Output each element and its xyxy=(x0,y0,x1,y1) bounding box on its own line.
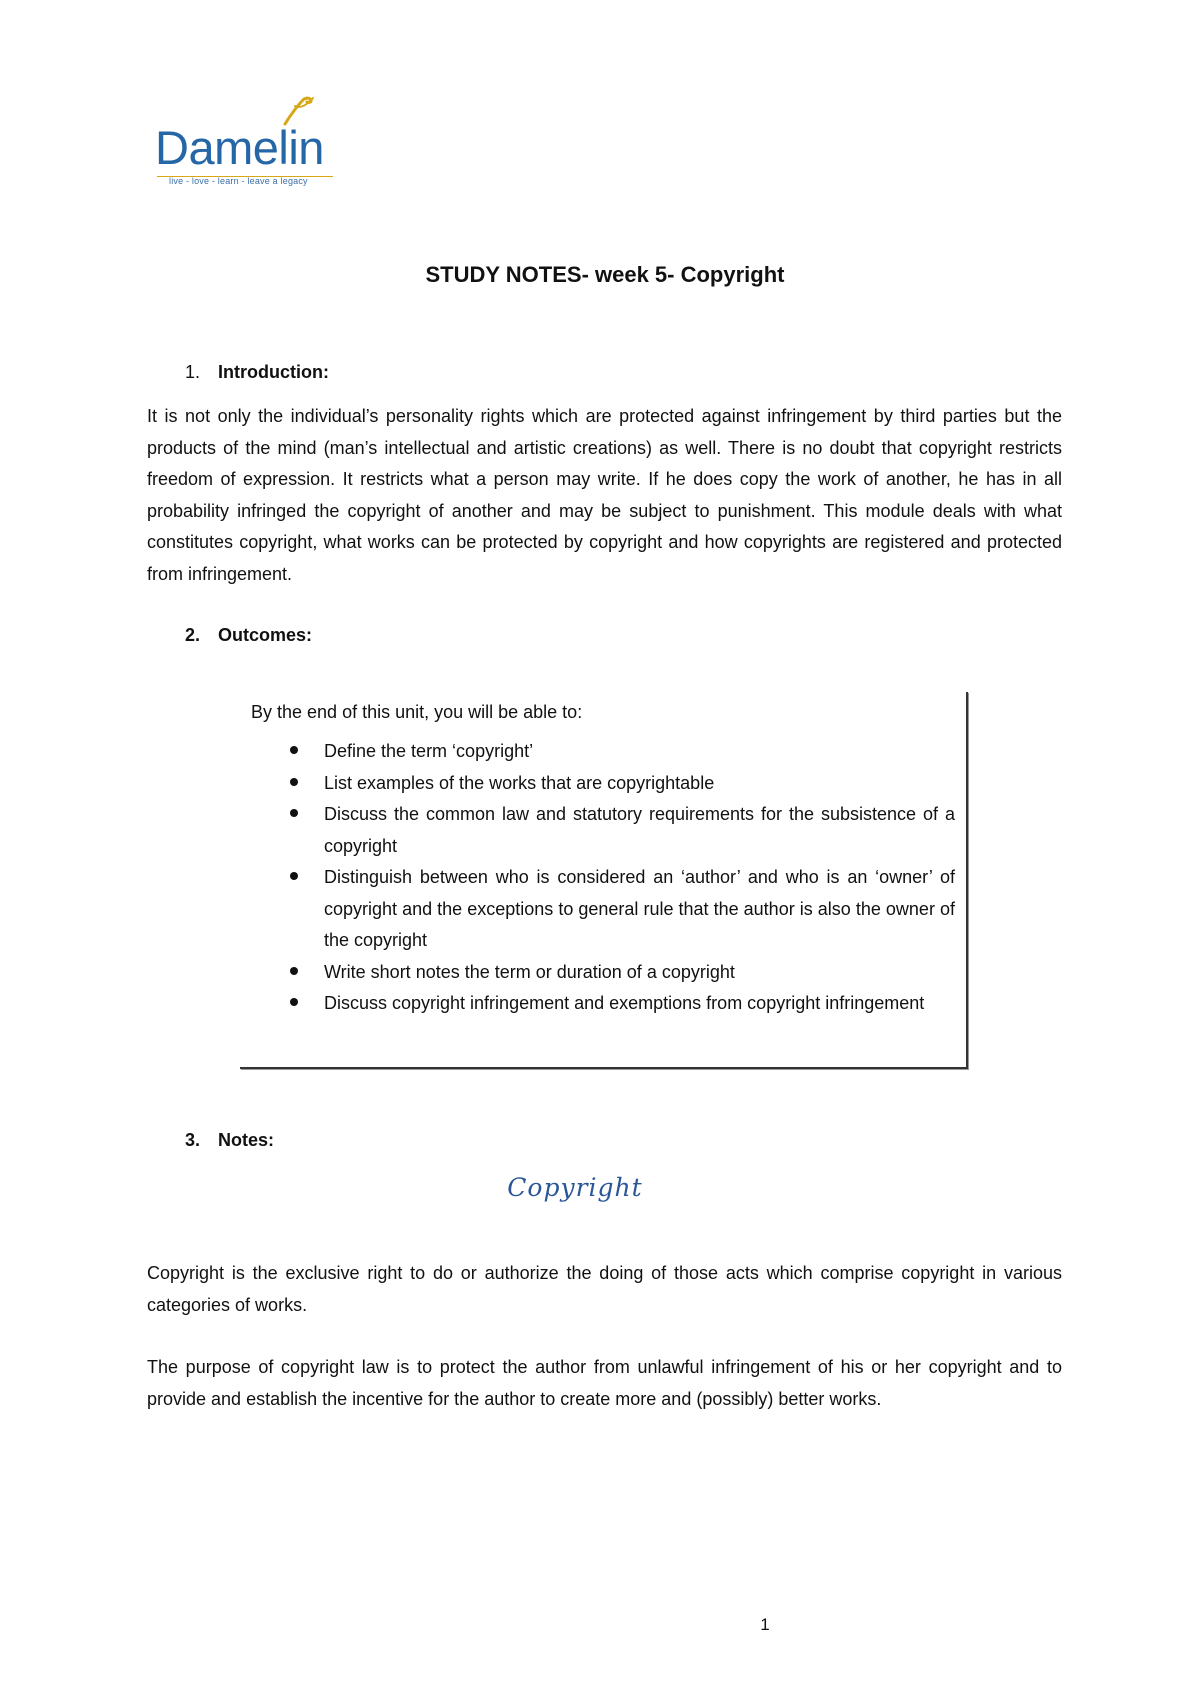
logo-tagline: live - love - learn - leave a legacy xyxy=(169,176,308,186)
section-title: Introduction: xyxy=(218,362,329,382)
bullet-icon xyxy=(290,809,298,817)
list-item xyxy=(240,768,955,800)
list-item xyxy=(240,799,955,862)
damelin-logo xyxy=(155,94,345,192)
list-item xyxy=(240,988,955,1020)
notes-paragraph: The purpose of copyright law is to protect the author from unlawful infringement of his or her copyright and to provide and establish the incentive for the author to create more and (possibly) better works. xyxy=(147,1357,1062,1409)
section-number: 3. xyxy=(185,1130,201,1150)
list-item-text: Discuss the common law and statutory requirements for the subsistence of a copyright xyxy=(324,804,955,856)
logo-wordmark: Damelin xyxy=(155,121,324,174)
section-title: Outcomes: xyxy=(218,625,313,645)
bullet-icon xyxy=(290,872,298,880)
introduction-paragraph: It is not only the individual’s personality rights which are protected against infringement by third parties but the products of the mind (man’s intellectual and artistic creations) as well. There is no doubt that copyright restricts freedom of expression. It restricts what a person may write. If he does copy the work of another, he has in all probability infringed the copyright of another and may be subject to punishment. This module deals with what constitutes copyright, what works can be protected by copyright and how copyrights are registered and protected from infringement. xyxy=(147,406,1062,584)
list-item-text: Define the term ‘copyright’ xyxy=(324,741,534,761)
bullet-icon xyxy=(290,998,298,1006)
section-number: 1. xyxy=(185,362,201,382)
section-number: 2. xyxy=(185,625,201,645)
list-item xyxy=(240,957,955,989)
list-item-text: List examples of the works that are copyrightable xyxy=(324,772,715,793)
outcomes-list xyxy=(240,736,955,1020)
list-item xyxy=(240,862,955,957)
section-title: Notes: xyxy=(218,1130,275,1150)
bullet-icon xyxy=(290,746,298,754)
outcomes-intro: By the end of this unit, you will be able to: xyxy=(251,702,583,722)
notes-subtitle: Copyright xyxy=(507,1173,643,1202)
list-item-text: Write short notes the term or duration of a copyright xyxy=(324,961,735,982)
list-item xyxy=(240,736,955,768)
notes-paragraph: Copyright is the exclusive right to do or authorize the doing of those acts which comprise copyright in various categories of works. xyxy=(147,1263,1062,1315)
outcomes-box xyxy=(240,692,968,1069)
bullet-icon xyxy=(290,967,298,975)
bullet-icon xyxy=(290,778,298,786)
page-number: 1 xyxy=(760,1615,770,1634)
list-item-text: Discuss copyright infringement and exemptions from copyright infringement xyxy=(324,993,925,1013)
page-title: STUDY NOTES- week 5- Copyright xyxy=(425,262,785,287)
list-item-text: Distinguish between who is considered an ‘author’ and who is an ‘owner’ of copyright and the exceptions to general rule that the author is also the owner of the copyright xyxy=(324,867,955,950)
